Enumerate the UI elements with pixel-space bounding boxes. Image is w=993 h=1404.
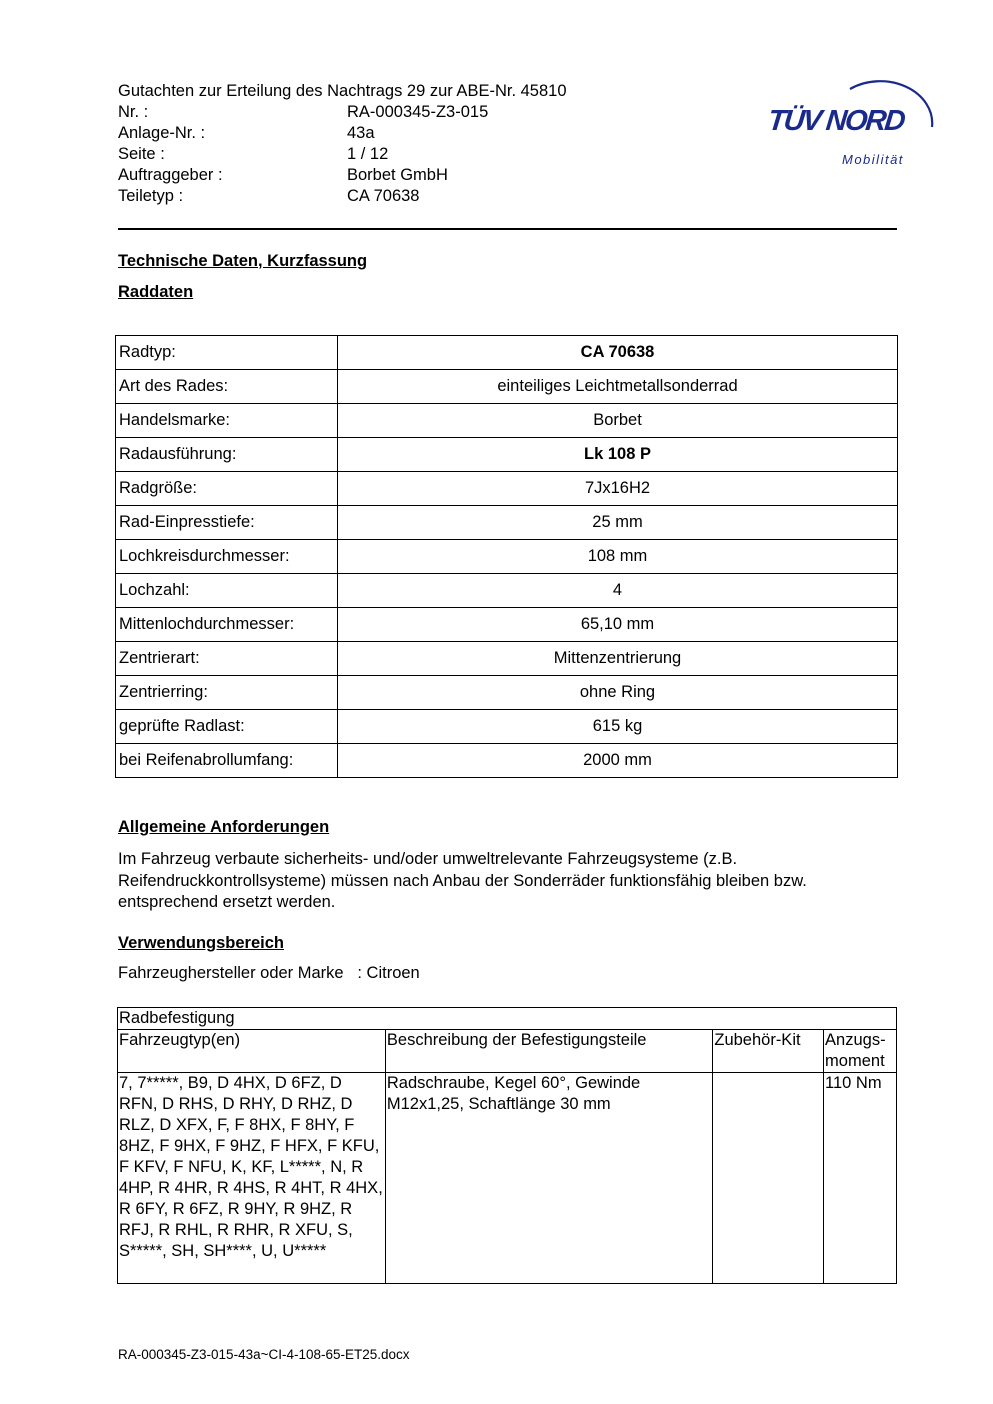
row-label: Lochkreisdurchmesser:	[116, 540, 338, 574]
befestigung-table	[117, 1007, 897, 1284]
col-header-moment: Anzugs-moment	[824, 1030, 897, 1073]
field-value: 43a	[347, 124, 375, 142]
row-value: einteiliges Leichtmetallsonderrad	[338, 370, 898, 404]
row-label: Zentrierring:	[116, 676, 338, 710]
row-value: 65,10 mm	[338, 608, 898, 642]
row-label: Radgröße:	[116, 472, 338, 506]
row-label: Handelsmarke:	[116, 404, 338, 438]
tuv-nord-logo	[765, 57, 945, 172]
table-row	[116, 336, 898, 370]
field-label: Anlage-Nr. :	[118, 124, 206, 142]
row-value: Mittenzentrierung	[338, 642, 898, 676]
table-row	[116, 710, 898, 744]
row-value: Borbet	[338, 404, 898, 438]
header-title: Gutachten zur Erteilung des Nachtrags 29 zur ABE-Nr. 45810	[118, 82, 567, 100]
row-value: ohne Ring	[338, 676, 898, 710]
row-label: Mittenlochdurchmesser:	[116, 608, 338, 642]
heading-verwendung: Verwendungsbereich	[118, 934, 284, 952]
table-row	[116, 540, 898, 574]
table-header-row	[118, 1030, 897, 1073]
header-divider	[118, 228, 897, 230]
field-label: Teiletyp :	[118, 187, 184, 205]
cell-types: 7, 7*****, B9, D 4HX, D 6FZ, D RFN, D RHS, D RHY, D RHZ, D RLZ, D XFX, F, F 8HX, F 8HY, F 8HZ, F 9HX, F 9HZ, F HFX, F KFU, F KFV, F NFU, K, KF, L*****, N, R 4HP, R 4HR, R 4HS, R 4HT, R 4HX, R 6FY, R 6FZ, R 9HY, R 9HZ, R RFJ, R RHL, R RHR, R XFU, S, S*****, SH, SH****, U, U*****	[118, 1073, 386, 1284]
table-row	[116, 438, 898, 472]
cell-kit	[713, 1073, 824, 1284]
table-row	[116, 370, 898, 404]
table-row	[116, 404, 898, 438]
field-label: Auftraggeber :	[118, 166, 223, 184]
marke-label: Fahrzeughersteller oder Marke	[118, 964, 344, 982]
row-value: 25 mm	[338, 506, 898, 540]
row-value: 2000 mm	[338, 744, 898, 778]
header-field-seite	[118, 144, 567, 165]
row-value: Lk 108 P	[338, 438, 898, 472]
row-label: Art des Rades:	[116, 370, 338, 404]
col-header-types: Fahrzeugtyp(en)	[118, 1030, 386, 1073]
logo-word: TÜV NORD	[766, 105, 906, 137]
marke-value: : Citroen	[357, 964, 420, 982]
row-value: 4	[338, 574, 898, 608]
table-row	[116, 506, 898, 540]
field-label: Seite :	[118, 145, 165, 163]
table-row	[116, 472, 898, 506]
table-row	[116, 642, 898, 676]
allgemein-paragraph: Im Fahrzeug verbaute sicherheits- und/oder umweltrelevante Fahrzeugsysteme (z.B. Reifendruckkontrollsysteme) müssen nach Anbau der Sonderräder funktionsfähig bleiben bzw. entsprechend ersetzt werden.	[118, 850, 807, 911]
row-label: Zentrierart:	[116, 642, 338, 676]
table-row	[118, 1073, 897, 1284]
raddaten-table	[115, 335, 898, 778]
logo-subtitle: Mobilität	[842, 152, 904, 167]
table-row	[116, 574, 898, 608]
cell-moment: 110 Nm	[824, 1073, 897, 1284]
field-label: Nr. :	[118, 103, 149, 121]
heading-tech: Technische Daten, Kurzfassung	[118, 252, 368, 270]
table-row	[118, 1008, 897, 1030]
heading-raddaten: Raddaten	[118, 283, 194, 301]
header-field-auftraggeber	[118, 165, 567, 186]
field-value: Borbet GmbH	[347, 166, 448, 184]
row-label: geprüfte Radlast:	[116, 710, 338, 744]
row-label: bei Reifenabrollumfang:	[116, 744, 338, 778]
marke-line	[118, 964, 420, 983]
row-label: Lochzahl:	[116, 574, 338, 608]
row-value: 108 mm	[338, 540, 898, 574]
table-row	[116, 608, 898, 642]
row-label: Radausführung:	[116, 438, 338, 472]
befestigung-title: Radbefestigung	[118, 1008, 897, 1030]
cell-desc: Radschraube, Kegel 60°, Gewinde M12x1,25, Schaftlänge 30 mm	[385, 1073, 712, 1284]
table-row	[116, 744, 898, 778]
col-header-desc: Beschreibung der Befestigungsteile	[385, 1030, 712, 1073]
footer-filename: RA-000345-Z3-015-43a~CI-4-108-65-ET25.docx	[118, 1347, 410, 1362]
row-label: Radtyp:	[116, 336, 338, 370]
table-row	[116, 676, 898, 710]
row-value: 7Jx16H2	[338, 472, 898, 506]
col-header-kit: Zubehör-Kit	[713, 1030, 824, 1073]
header-field-teiletyp	[118, 186, 567, 207]
row-label: Rad-Einpresstiefe:	[116, 506, 338, 540]
row-value: CA 70638	[338, 336, 898, 370]
heading-allgemein: Allgemeine Anforderungen	[118, 818, 330, 836]
header-field-nr	[118, 102, 567, 123]
header-field-anlage	[118, 123, 567, 144]
row-value: 615 kg	[338, 710, 898, 744]
field-value: CA 70638	[347, 187, 420, 205]
document-header	[118, 81, 567, 207]
field-value: RA-000345-Z3-015	[347, 103, 489, 121]
field-value: 1 / 12	[347, 145, 389, 163]
